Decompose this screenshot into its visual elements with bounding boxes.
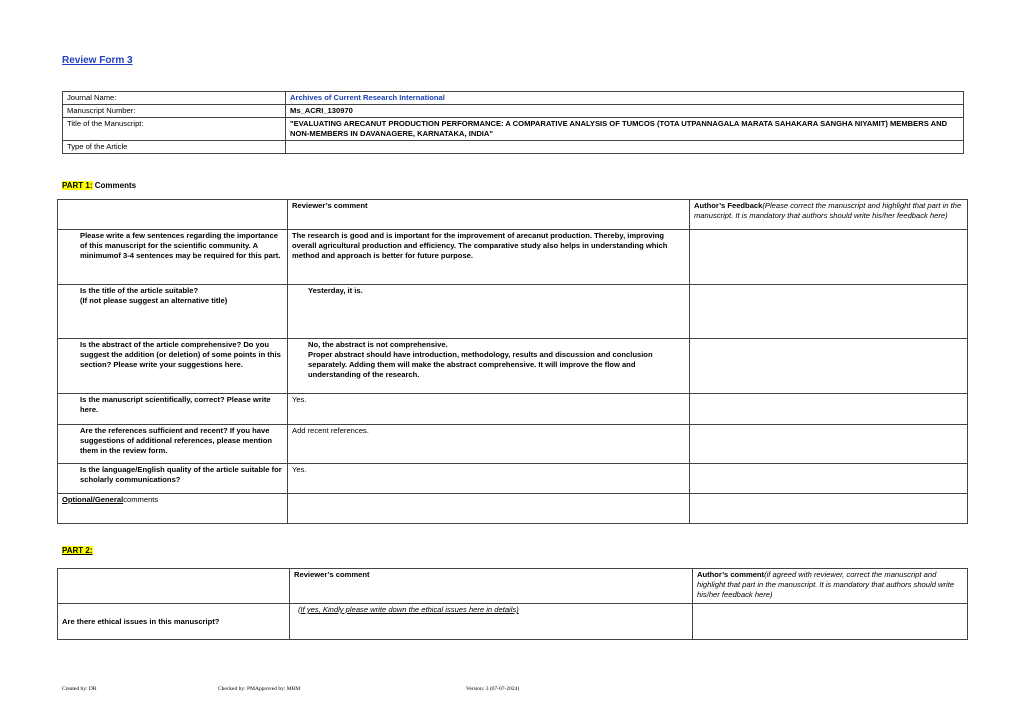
article-type-row (63, 140, 964, 153)
manuscript-title-label: Title of the Manuscript: (63, 117, 286, 140)
part2-label: PART 2: (62, 546, 93, 555)
comment-abstract: No, the abstract is not comprehensive. Proper abstract should have introduction, methodology, results and discussion and conclusion separately. Adding them will make the abstract comprehensive. It will improve the flow and understanding of the research. (288, 339, 690, 394)
part2-header-blank (58, 569, 290, 604)
footer-checked: Checked by: PMApproved by: MBM (218, 686, 301, 692)
part1-author-header-bold: Author’s Feedback (694, 201, 763, 210)
manuscript-number-row (63, 104, 964, 117)
part2-header-row (58, 569, 968, 604)
table-row (58, 394, 968, 425)
manuscript-title-row (63, 117, 964, 140)
footer-created: Created by: DR (62, 686, 97, 692)
part2-author-header (693, 569, 968, 604)
part2-ethics-table (57, 568, 968, 640)
manuscript-number-label: Manuscript Number: (63, 104, 286, 117)
table-row (58, 230, 968, 285)
author-feedback-cell[interactable] (690, 464, 968, 494)
part2-heading (62, 546, 93, 555)
footer-version: Version: 3 (07-07-2024) (466, 686, 520, 692)
table-row (58, 425, 968, 464)
comment-scientific: Yes. (288, 394, 690, 425)
question-title: Is the title of the article suitable? (If not please suggest an alternative title) (58, 285, 288, 339)
comment-importance: The research is good and is important for the improvement of arecanut production. Thereby, improving overall agricultural production and efficiency. The comparative study also helps in understanding which method and approach is better for future purpose. (288, 230, 690, 285)
part2-reviewer-header: Reviewer’s comment (290, 569, 693, 604)
part1-header-blank (58, 200, 288, 230)
comment-title: Yesterday, it is. (288, 285, 690, 339)
author-feedback-cell[interactable] (690, 494, 968, 524)
question-importance: Please write a few sentences regarding the importance of this manuscript for the scientific community. A minimumof 3-4 sentences may be required for this part. (58, 230, 288, 285)
question-ethics: Are there ethical issues in this manuscript? (58, 604, 290, 640)
form-title: Review Form 3 (62, 55, 133, 66)
comment-ethics: (If yes, Kindly please write down the ethical issues here in details) (290, 604, 693, 640)
table-row (58, 339, 968, 394)
optional-general-rest: comments (123, 495, 159, 504)
part1-heading (62, 181, 136, 190)
question-scientific: Is the manuscript scientifically, correct? Please write here. (58, 394, 288, 425)
part1-header-row (58, 200, 968, 230)
author-comment-cell[interactable] (693, 604, 968, 640)
manuscript-info-table (62, 91, 964, 154)
part2-author-header-note: (if agreed with reviewer, correct the manuscript and highlight that part in the manuscript. It is mandatory that authors should write his/her feedback here) (697, 570, 955, 599)
part1-label: PART 1: (62, 181, 93, 190)
manuscript-number-value: Ms_ACRI_130970 (286, 104, 964, 117)
question-abstract: Is the abstract of the article comprehensive? Do you suggest the addition (or deletion) of some points in this section? Please write your suggestions here. (58, 339, 288, 394)
manuscript-title-value: "EVALUATING ARECANUT PRODUCTION PERFORMANCE: A COMPARATIVE ANALYSIS OF TUMCOS (TOTA UTPANNAGALA MARATA SAHAKARA SANGHA NIYAMIT) MEMBERS AND NON-MEMBERS IN DAVANAGERE, KARNATAKA, INDIA" (286, 117, 964, 140)
part2-author-header-bold: Author’s comment (697, 570, 765, 579)
optional-comment-cell[interactable] (288, 494, 690, 524)
comment-language: Yes. (288, 464, 690, 494)
part1-reviewer-header: Reviewer’s comment (288, 200, 690, 230)
author-feedback-cell[interactable] (690, 285, 968, 339)
part1-label-rest: Comments (92, 181, 137, 190)
optional-general-label (58, 494, 288, 524)
part1-author-header (690, 200, 968, 230)
article-type-value (286, 140, 964, 153)
author-feedback-cell[interactable] (690, 230, 968, 285)
table-row (58, 285, 968, 339)
author-feedback-cell[interactable] (690, 425, 968, 464)
table-row (58, 494, 968, 524)
journal-row (63, 92, 964, 105)
author-feedback-cell[interactable] (690, 339, 968, 394)
comment-references: Add recent references. (288, 425, 690, 464)
table-row (58, 464, 968, 494)
article-type-label: Type of the Article (63, 140, 286, 153)
part1-author-header-note: (Please correct the manuscript and highlight that part in the manuscript. It is mandatory that authors should write his/her feedback here) (694, 201, 962, 220)
author-feedback-cell[interactable] (690, 394, 968, 425)
optional-general-bold: Optional/General (62, 495, 124, 504)
part1-comments-table (57, 199, 968, 524)
question-language: Is the language/English quality of the article suitable for scholarly communications? (58, 464, 288, 494)
table-row (58, 604, 968, 640)
journal-value: Archives of Current Research International (286, 92, 964, 105)
journal-label: Journal Name: (63, 92, 286, 105)
question-references: Are the references sufficient and recent? If you have suggestions of additional references, please mention them in the review form. (58, 425, 288, 464)
